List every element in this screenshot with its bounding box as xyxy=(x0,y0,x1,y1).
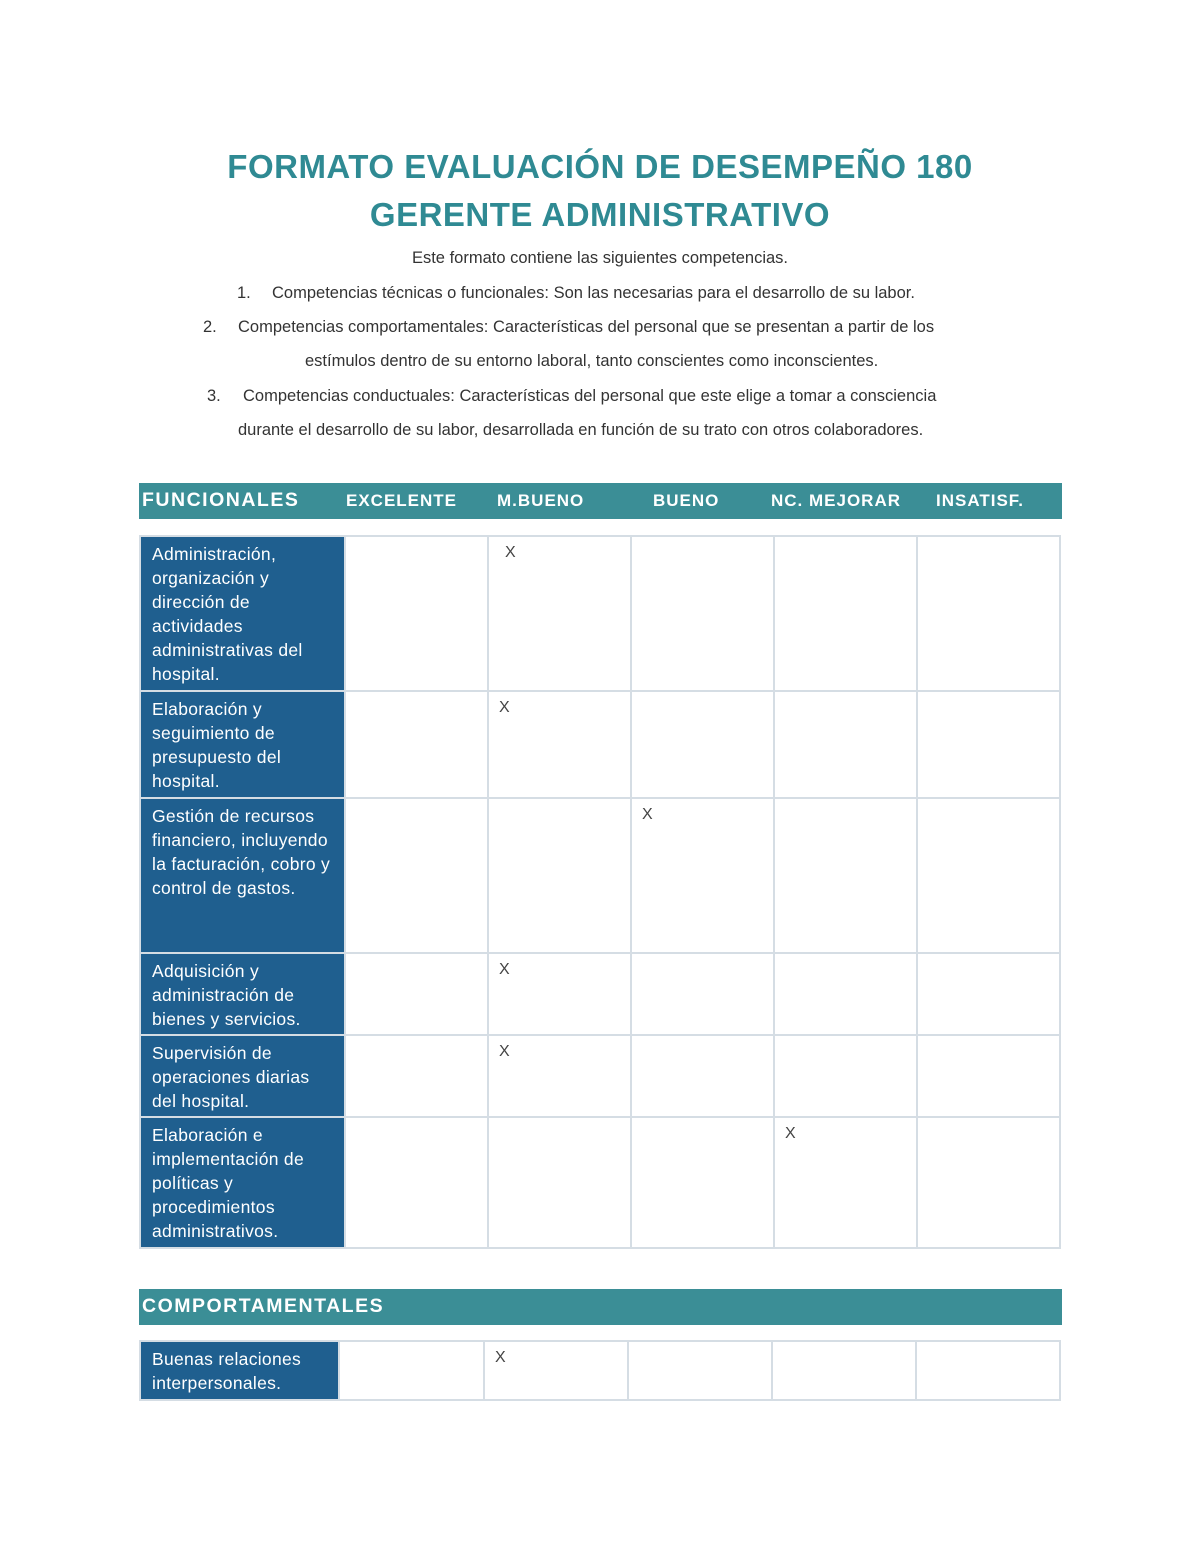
table-row xyxy=(140,1341,1060,1400)
rating-cell[interactable] xyxy=(488,953,631,1035)
rating-mark: X xyxy=(499,699,510,716)
rating-cell[interactable] xyxy=(631,691,774,798)
table-row xyxy=(140,536,1060,691)
comportamentales-table xyxy=(139,1340,1061,1401)
rating-cell[interactable] xyxy=(774,1035,917,1117)
rating-cell[interactable] xyxy=(917,953,1060,1035)
rating-mark: X xyxy=(785,1125,796,1142)
rating-cell[interactable] xyxy=(628,1341,772,1400)
competency-label: Supervisión de operaciones diarias del hospital. xyxy=(140,1035,345,1117)
rating-cell[interactable] xyxy=(631,953,774,1035)
rating-cell[interactable] xyxy=(916,1341,1060,1400)
column-header: BUENO xyxy=(653,491,720,510)
column-header: INSATISF. xyxy=(936,491,1025,510)
rating-cell[interactable] xyxy=(631,536,774,691)
list-item-text: durante el desarrollo de su labor, desarrollada en función de su trato con otros colaboradores. xyxy=(238,421,924,439)
funcionales-header xyxy=(139,483,1062,519)
rating-cell[interactable] xyxy=(345,1117,488,1248)
competency-label: Elaboración e implementación de políticas y procedimientos administrativos. xyxy=(140,1117,345,1248)
column-header: M.BUENO xyxy=(497,491,585,510)
column-header: EXCELENTE xyxy=(346,491,458,510)
list-number: 1. xyxy=(237,284,251,302)
rating-cell[interactable] xyxy=(339,1341,484,1400)
rating-cell[interactable] xyxy=(488,1035,631,1117)
table-row xyxy=(140,798,1060,953)
funcionales-title: FUNCIONALES xyxy=(142,489,300,511)
rating-cell[interactable] xyxy=(917,691,1060,798)
rating-cell[interactable] xyxy=(484,1341,628,1400)
rating-cell[interactable] xyxy=(345,1035,488,1117)
competency-label: Elaboración y seguimiento de presupuesto del hospital. xyxy=(140,691,345,798)
document-title: FORMATO EVALUACIÓN DE DESEMPEÑO 180 xyxy=(227,148,973,185)
comportamentales-header xyxy=(139,1289,1062,1325)
rating-cell[interactable] xyxy=(772,1341,916,1400)
rating-cell[interactable] xyxy=(488,536,631,691)
column-header: NC. MEJORAR xyxy=(771,491,902,510)
rating-mark: X xyxy=(499,1043,510,1060)
rating-cell[interactable] xyxy=(488,798,631,953)
rating-cell[interactable] xyxy=(631,1117,774,1248)
rating-cell[interactable] xyxy=(774,536,917,691)
intro-text: Este formato contiene las siguientes competencias. xyxy=(411,249,789,267)
rating-cell[interactable] xyxy=(345,953,488,1035)
table-row xyxy=(140,953,1060,1035)
comportamentales-title: COMPORTAMENTALES xyxy=(142,1295,385,1317)
rating-mark: X xyxy=(505,544,516,561)
rating-cell[interactable] xyxy=(488,691,631,798)
rating-cell[interactable] xyxy=(774,1117,917,1248)
table-row xyxy=(140,691,1060,798)
list-item-text: Competencias técnicas o funcionales: Son las necesarias para el desarrollo de su labor. xyxy=(272,284,915,302)
list-number: 2. xyxy=(203,318,217,336)
rating-mark: X xyxy=(499,961,510,978)
list-item-text: Competencias conductuales: Características del personal que este elige a tomar a consciencia xyxy=(243,387,937,405)
rating-cell[interactable] xyxy=(917,536,1060,691)
competency-label: Administración, organización y dirección de actividades administrativas del hospital. xyxy=(140,536,345,691)
rating-cell[interactable] xyxy=(345,536,488,691)
document-subtitle: GERENTE ADMINISTRATIVO xyxy=(369,196,831,233)
competency-label: Buenas relaciones interpersonales. xyxy=(140,1341,339,1400)
rating-cell[interactable] xyxy=(917,1035,1060,1117)
rating-cell[interactable] xyxy=(488,1117,631,1248)
competency-label: Adquisición y administración de bienes y servicios. xyxy=(140,953,345,1035)
rating-cell[interactable] xyxy=(774,953,917,1035)
rating-cell[interactable] xyxy=(631,798,774,953)
list-item-text: Competencias comportamentales: Características del personal que se presentan a partir de los xyxy=(238,318,935,336)
rating-cell[interactable] xyxy=(917,1117,1060,1248)
rating-cell[interactable] xyxy=(345,798,488,953)
rating-cell[interactable] xyxy=(774,798,917,953)
funcionales-table xyxy=(139,535,1061,1249)
table-row xyxy=(140,1035,1060,1117)
rating-cell[interactable] xyxy=(917,798,1060,953)
rating-cell[interactable] xyxy=(774,691,917,798)
competency-label: Gestión de recursos financiero, incluyendo la facturación, cobro y control de gastos. xyxy=(140,798,345,953)
list-number: 3. xyxy=(207,387,221,405)
rating-mark: X xyxy=(495,1349,506,1366)
rating-cell[interactable] xyxy=(631,1035,774,1117)
list-item-text: estímulos dentro de su entorno laboral, tanto conscientes como inconscientes. xyxy=(305,352,879,370)
rating-mark: X xyxy=(642,806,653,823)
table-row xyxy=(140,1117,1060,1248)
rating-cell[interactable] xyxy=(345,691,488,798)
